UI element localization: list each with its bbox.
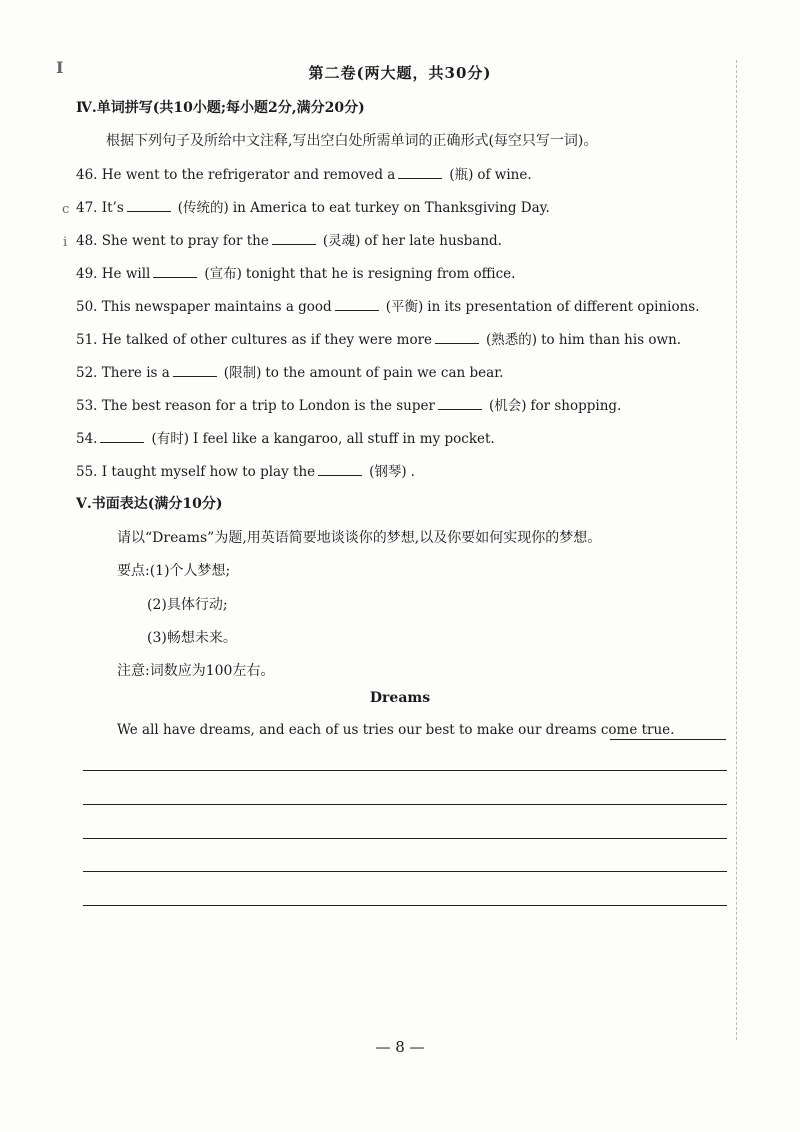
section-4-heading: Ⅳ.单词拼写(共10小题;每小题2分,满分20分) (76, 100, 365, 116)
question-46: 46. He went to the refrigerator and removed a (瓶) of wine. (76, 167, 532, 183)
essay-writing-line[interactable] (83, 838, 727, 839)
answer-blank[interactable] (153, 277, 197, 278)
page-number: — 8 — (375, 1038, 425, 1056)
margin-mark: I (56, 58, 64, 77)
question-49: 49. He will (宣布) tonight that he is resigning from office. (76, 266, 516, 282)
answer-blank[interactable] (173, 376, 217, 377)
margin-mark: c (62, 202, 70, 217)
question-53: 53. The best reason for a trip to London is the super (机会) for shopping. (76, 398, 622, 414)
essay-opening-sentence: We all have dreams, and each of us tries our best to make our dreams come true. (117, 722, 675, 738)
essay-writing-line[interactable] (610, 739, 726, 740)
answer-blank[interactable] (435, 343, 479, 344)
answer-blank[interactable] (335, 310, 379, 311)
key-points-1: 要点:(1)个人梦想; (117, 563, 231, 579)
question-50: 50. This newspaper maintains a good (平衡) in its presentation of different opinions. (76, 299, 700, 315)
essay-title: Dreams (369, 690, 431, 706)
question-55: 55. I taught myself how to play the (钢琴) . (76, 464, 415, 480)
scan-edge-dashed (736, 60, 737, 1040)
essay-writing-line[interactable] (83, 804, 727, 805)
essay-writing-line[interactable] (83, 770, 727, 771)
key-points-2: (2)具体行动; (147, 597, 228, 613)
essay-writing-line[interactable] (83, 905, 727, 906)
question-52: 52. There is a (限制) to the amount of pain we can bear. (76, 365, 504, 381)
question-47: 47. It’s (传统的) in America to eat turkey on Thanksgiving Day. (76, 200, 550, 216)
question-54: 54. (有时) I feel like a kangaroo, all stuff in my pocket. (76, 431, 495, 447)
question-51: 51. He talked of other cultures as if they were more (熟悉的) to him than his own. (76, 332, 682, 348)
section-5-instruction: 请以“Dreams”为题,用英语简要地谈谈你的梦想,以及你要如何实现你的梦想。 (117, 530, 602, 546)
question-48: 48. She went to pray for the (灵魂) of her late husband. (76, 233, 502, 249)
word-count-note: 注意:词数应为100左右。 (117, 663, 275, 679)
answer-blank[interactable] (127, 211, 171, 212)
page-title: 第二卷(两大题，共30分) (308, 64, 492, 82)
section-5-heading: Ⅴ.书面表达(满分10分) (76, 496, 223, 512)
essay-writing-line[interactable] (83, 871, 727, 872)
answer-blank[interactable] (272, 244, 316, 245)
answer-blank[interactable] (438, 409, 482, 410)
margin-mark: i (63, 235, 68, 250)
section-4-instruction: 根据下列句子及所给中文注释,写出空白处所需单词的正确形式(每空只写一词)。 (106, 133, 598, 149)
answer-blank[interactable] (318, 475, 362, 476)
answer-blank[interactable] (100, 442, 144, 443)
key-points-3: (3)畅想未来。 (147, 630, 237, 646)
answer-blank[interactable] (398, 178, 442, 179)
